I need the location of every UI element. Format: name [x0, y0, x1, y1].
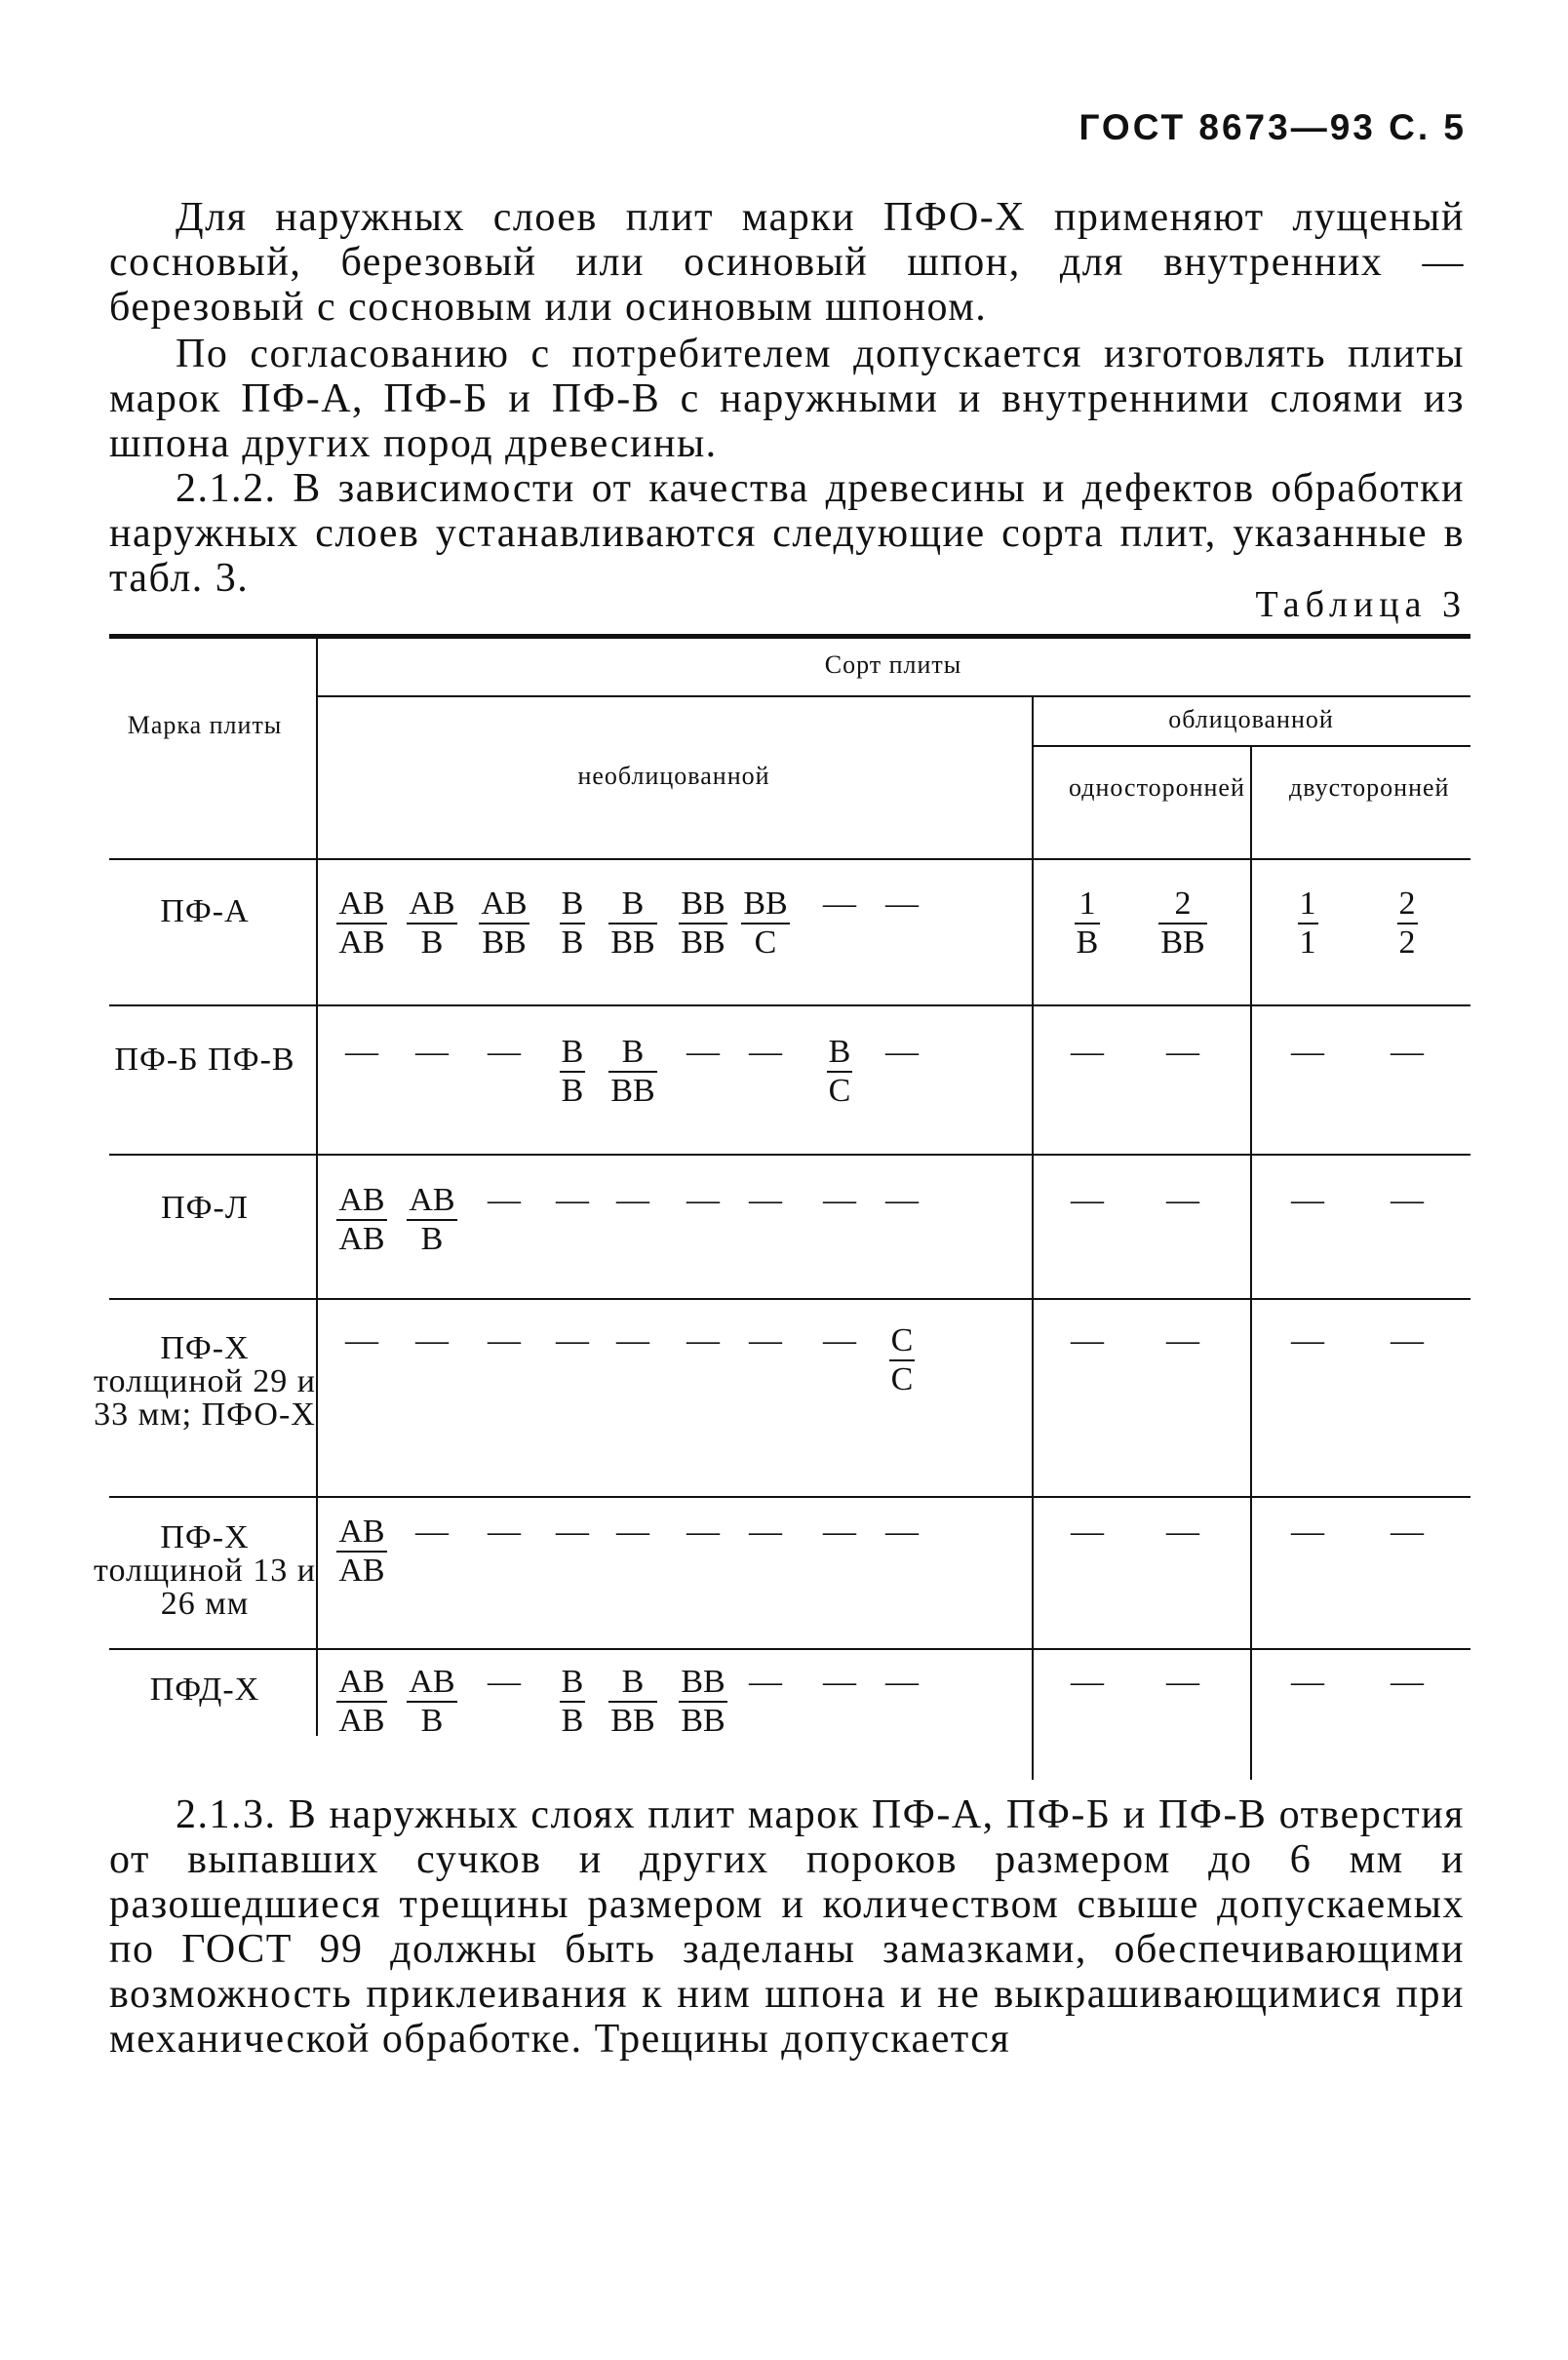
header-faced: облицованной — [1168, 705, 1334, 733]
table-caption: Таблица 3 — [1255, 584, 1467, 625]
grade-dash: — — [556, 1514, 589, 1550]
grade-fraction — [608, 1664, 656, 1740]
row-label: ПФ-А — [160, 893, 250, 929]
grade-denominator: С — [890, 1361, 914, 1397]
grade-fraction — [679, 885, 726, 962]
grade-dash: — — [1071, 1514, 1104, 1550]
grade-cell-unfaced — [868, 885, 936, 923]
grade-dash: — — [1071, 1182, 1104, 1218]
grade-numerator: 2 — [1398, 885, 1416, 922]
grade-dash: — — [749, 1034, 782, 1070]
grade-cell-unfaced — [538, 1182, 607, 1219]
grade-cell-two_side — [1274, 1514, 1342, 1551]
grade-fraction — [1397, 885, 1418, 962]
grade-dash: — — [415, 1514, 449, 1550]
grade-cell-unfaced — [328, 1322, 396, 1359]
header-unfaced: необлицованной — [577, 762, 770, 790]
grade-denominator: АВ — [338, 924, 385, 961]
header-bottom-rule — [109, 858, 1470, 860]
grade-dash: — — [415, 1322, 449, 1358]
grade-cell-two_side — [1373, 1664, 1441, 1701]
grade-numerator: В — [561, 1664, 584, 1700]
grade-fraction — [336, 1182, 386, 1258]
grade-cell-unfaced — [599, 1664, 667, 1740]
grade-cell-unfaced — [805, 1034, 874, 1110]
grade-denominator: В — [407, 1701, 456, 1740]
grade-fraction — [407, 1182, 456, 1258]
grade-dash: — — [885, 885, 919, 922]
grade-numerator: 1 — [1299, 885, 1316, 922]
grade-denominator: 2 — [1398, 924, 1416, 961]
grade-cell-unfaced — [398, 1034, 466, 1071]
grade-cell-two_side — [1274, 1034, 1342, 1071]
grade-cell-unfaced — [669, 1514, 737, 1551]
grade-cell-unfaced — [599, 1322, 667, 1359]
grade-denominator: 1 — [1299, 924, 1316, 961]
grade-dash: — — [1391, 1664, 1424, 1700]
header-mark: Марка плиты — [127, 711, 283, 739]
row-rule — [109, 1298, 1470, 1300]
row-rule — [109, 1004, 1470, 1006]
grade-fraction — [560, 885, 586, 962]
grade-cell-unfaced — [470, 1182, 538, 1219]
grade-cell-unfaced — [868, 1182, 936, 1219]
row-rule — [109, 1154, 1470, 1156]
grade-cell-one_side — [1149, 1182, 1217, 1219]
grade-cell-unfaced — [328, 1034, 396, 1071]
grade-dash: — — [823, 1182, 856, 1218]
grade-dash: — — [823, 885, 856, 922]
grade-denominator: В — [561, 1073, 584, 1109]
grade-dash: — — [686, 1034, 720, 1070]
grade-cell-unfaced — [470, 1034, 538, 1071]
grade-cell-two_side — [1274, 885, 1342, 962]
grade-cell-unfaced — [398, 1664, 466, 1740]
grade-numerator: ВВ — [743, 885, 788, 922]
grade-dash: — — [1391, 1182, 1424, 1218]
grade-dash: — — [616, 1182, 649, 1218]
header-rule-grade — [316, 695, 1470, 697]
grade-cell-two_side — [1373, 1322, 1441, 1359]
grade-denominator: ВВ — [610, 924, 655, 961]
grade-cell-unfaced — [669, 885, 737, 962]
grade-dash: — — [1391, 1514, 1424, 1550]
grade-cell-unfaced — [328, 1664, 396, 1740]
grade-dash: — — [1071, 1322, 1104, 1358]
grade-denominator: В — [1076, 924, 1099, 961]
grade-cell-unfaced — [538, 1322, 607, 1359]
grade-cell-unfaced — [805, 1514, 874, 1551]
grade-cell-unfaced — [805, 1664, 874, 1701]
grade-cell-unfaced — [470, 885, 538, 962]
row-label: ПФ-Х толщиной 29 и 33 мм; ПФО-Х — [94, 1330, 316, 1433]
grade-numerator: В — [621, 885, 645, 922]
grade-denominator: В — [561, 1703, 584, 1739]
grade-dash: — — [1391, 1322, 1424, 1358]
grade-numerator: АВ — [481, 885, 528, 922]
grade-cell-one_side — [1149, 1034, 1217, 1071]
grade-dash: — — [1166, 1034, 1199, 1070]
grade-numerator: 2 — [1174, 885, 1192, 922]
grade-dash: — — [1071, 1034, 1104, 1070]
grade-dash: — — [488, 1322, 521, 1358]
grade-dash: — — [616, 1514, 649, 1550]
grade-fraction — [336, 1514, 386, 1590]
row-label: ПФД-Х — [149, 1672, 260, 1708]
grade-cell-unfaced — [398, 1514, 466, 1551]
running-header: ГОСТ 8673—93 С. 5 — [1078, 107, 1467, 147]
grade-cell-unfaced — [328, 1514, 396, 1590]
grade-numerator: АВ — [338, 885, 385, 922]
grade-cell-one_side — [1053, 1322, 1121, 1359]
grade-fraction — [608, 885, 656, 962]
grade-fraction — [336, 885, 386, 962]
grade-denominator: ВВ — [610, 1703, 655, 1739]
grade-cell-two_side — [1274, 1322, 1342, 1359]
grade-dash: — — [1166, 1664, 1199, 1700]
grade-cell-unfaced — [538, 1034, 607, 1110]
row-rule — [109, 1496, 1470, 1498]
grade-dash: — — [686, 1182, 720, 1218]
grade-cell-unfaced — [868, 1664, 936, 1701]
grade-fraction — [479, 885, 529, 962]
grade-dash: — — [885, 1664, 919, 1700]
grade-fraction — [407, 885, 456, 962]
grade-cell-one_side — [1053, 1514, 1121, 1551]
grade-cell-unfaced — [669, 1322, 737, 1359]
grade-cell-one_side — [1053, 1034, 1121, 1071]
grade-cell-one_side — [1149, 1322, 1217, 1359]
grade-cell-two_side — [1373, 1182, 1441, 1219]
grade-cell-unfaced — [669, 1664, 737, 1740]
grade-fraction — [1075, 885, 1101, 962]
grade-fraction — [741, 885, 789, 962]
grade-dash: — — [686, 1322, 720, 1358]
grade-dash: — — [749, 1664, 782, 1700]
grade-cell-unfaced — [470, 1514, 538, 1551]
paragraph-outer-layers: Для наружных слоев плит марки ПФО-Х применяют лущеный сосновый, березовый или осиновый шпон, для внутренних — березовый с сосновым или осиновым шпоном. — [109, 195, 1465, 330]
column-rule-two-side — [1250, 745, 1252, 1780]
paragraph-2-1-2: 2.1.2. В зависимости от качества древесины и дефектов обработки наружных слоев устанавливаются следующие сорта плит, указанные в табл. 3. — [109, 466, 1465, 601]
header-two-side: двусторонней — [1289, 773, 1450, 802]
grade-cell-unfaced — [398, 885, 466, 962]
grade-cell-unfaced — [868, 1322, 936, 1398]
grade-fraction — [560, 1034, 586, 1110]
grade-numerator: АВ — [338, 1514, 385, 1550]
grade-dash: — — [1291, 1182, 1324, 1218]
grade-cell-unfaced — [599, 885, 667, 962]
grade-denominator: ВВ — [479, 923, 529, 962]
grade-dash: — — [345, 1034, 378, 1070]
grade-dash: — — [616, 1322, 649, 1358]
grade-cell-unfaced — [669, 1182, 737, 1219]
grade-numerator: АВ — [338, 1182, 385, 1218]
grade-numerator: В — [561, 885, 584, 922]
grade-denominator: В — [407, 1219, 456, 1258]
paragraph-agreement: По согласованию с потребителем допускается изготовлять плиты марок ПФ-А, ПФ-Б и ПФ-В с наружными и внутренними слоями из шпона других пород древесины. — [109, 332, 1465, 466]
grade-cell-unfaced — [398, 1322, 466, 1359]
grade-fraction — [889, 1322, 916, 1398]
row-label: ПФ-Х толщиной 13 и 26 мм — [94, 1519, 316, 1622]
grade-cell-unfaced — [805, 1182, 874, 1219]
grade-denominator: АВ — [338, 1553, 385, 1589]
grade-dash: — — [1291, 1664, 1324, 1700]
grade-cell-two_side — [1373, 1034, 1441, 1071]
header-one-side: односторонней — [1069, 773, 1245, 802]
grade-fraction — [336, 1664, 386, 1740]
grade-denominator: В — [561, 924, 584, 961]
grade-dash: — — [1166, 1514, 1199, 1550]
grade-cell-unfaced — [805, 885, 874, 923]
grade-numerator: АВ — [409, 1182, 455, 1218]
grade-dash: — — [885, 1514, 919, 1550]
grade-dash: — — [415, 1034, 449, 1070]
grade-cell-two_side — [1274, 1182, 1342, 1219]
grade-cell-unfaced — [599, 1182, 667, 1219]
paragraph-2-1-3: 2.1.3. В наружных слоях плит марок ПФ-А, ПФ-Б и ПФ-В отверстия от выпавших сучков и других пороков размером до 6 мм и разошедшиеся трещины размером и количеством свыше допускаемых по ГОСТ 99 должны быть заделаны замазками, обеспечивающими возможность приклеивания к ним шпона и не выкрашивающимися при механической обработке. Трещины допускается — [109, 1792, 1465, 2062]
grade-dash: — — [1291, 1514, 1324, 1550]
grade-cell-one_side — [1149, 1514, 1217, 1551]
grade-denominator: ВВ — [610, 1073, 655, 1109]
grade-dash: — — [488, 1664, 521, 1700]
grade-dash: — — [1166, 1182, 1199, 1218]
grade-denominator: С — [741, 923, 789, 962]
grade-dash: — — [1291, 1034, 1324, 1070]
grade-fraction — [1298, 885, 1318, 962]
grade-dash: — — [345, 1322, 378, 1358]
grade-cell-unfaced — [538, 885, 607, 962]
grade-cell-unfaced — [868, 1034, 936, 1071]
grade-denominator: ВВ — [681, 1703, 725, 1739]
grade-cell-two_side — [1373, 885, 1441, 962]
grade-cell-unfaced — [731, 1034, 800, 1071]
grade-cell-one_side — [1053, 1664, 1121, 1701]
grade-denominator: С — [828, 1073, 851, 1109]
grade-dash: — — [885, 1182, 919, 1218]
grade-denominator: АВ — [338, 1221, 385, 1257]
header-grade: Сорт плиты — [824, 650, 962, 679]
grade-numerator: С — [890, 1322, 914, 1358]
grade-cell-unfaced — [731, 1664, 800, 1701]
grade-cell-unfaced — [731, 1514, 800, 1551]
grade-cell-one_side — [1053, 885, 1121, 962]
grade-numerator: АВ — [409, 885, 455, 922]
grade-fraction — [560, 1664, 586, 1740]
grade-dash: — — [1391, 1034, 1424, 1070]
grade-dash: — — [556, 1182, 589, 1218]
grade-cell-two_side — [1274, 1664, 1342, 1701]
grade-cell-unfaced — [538, 1514, 607, 1551]
row-label: ПФ-Б ПФ-В — [114, 1042, 295, 1078]
grade-dash: — — [1291, 1322, 1324, 1358]
row-label: ПФ-Л — [161, 1190, 249, 1226]
grade-cell-unfaced — [470, 1322, 538, 1359]
column-rule-mark — [316, 637, 318, 1736]
grade-cell-two_side — [1373, 1514, 1441, 1551]
grade-fraction — [1158, 885, 1206, 962]
grade-fraction — [608, 1034, 656, 1110]
grade-dash: — — [749, 1514, 782, 1550]
grade-numerator: АВ — [338, 1664, 385, 1700]
grade-fraction — [407, 1664, 456, 1740]
grade-numerator: В — [561, 1034, 584, 1070]
grade-cell-one_side — [1053, 1182, 1121, 1219]
grade-numerator: ВВ — [681, 885, 725, 922]
grade-dash: — — [556, 1322, 589, 1358]
grade-cell-one_side — [1149, 885, 1217, 962]
grade-denominator: ВВ — [681, 924, 725, 961]
row-rule — [109, 1648, 1470, 1650]
grade-fraction — [827, 1034, 853, 1110]
grade-cell-one_side — [1149, 1664, 1217, 1701]
grade-cell-unfaced — [805, 1322, 874, 1359]
grade-denominator: ВВ — [1160, 924, 1205, 961]
grade-cell-unfaced — [731, 1322, 800, 1359]
grade-cell-unfaced — [398, 1182, 466, 1258]
grade-numerator: В — [621, 1664, 645, 1700]
column-rule-faced — [1032, 695, 1034, 1780]
grade-numerator: В — [621, 1034, 645, 1070]
grade-fraction — [679, 1664, 726, 1740]
grade-numerator: 1 — [1078, 885, 1096, 922]
grade-cell-unfaced — [731, 1182, 800, 1219]
grade-dash: — — [749, 1182, 782, 1218]
grade-numerator: В — [828, 1034, 851, 1070]
grade-dash: — — [488, 1034, 521, 1070]
grade-denominator: В — [407, 923, 456, 962]
grade-dash: — — [823, 1514, 856, 1550]
grade-numerator: ВВ — [681, 1664, 725, 1700]
grade-dash: — — [885, 1034, 919, 1070]
grade-cell-unfaced — [669, 1034, 737, 1071]
grade-cell-unfaced — [868, 1514, 936, 1551]
grade-dash: — — [1071, 1664, 1104, 1700]
grade-cell-unfaced — [599, 1034, 667, 1110]
grade-dash: — — [488, 1182, 521, 1218]
grade-dash: — — [823, 1322, 856, 1358]
grade-denominator: АВ — [338, 1703, 385, 1739]
grade-cell-unfaced — [731, 885, 800, 962]
grade-cell-unfaced — [328, 885, 396, 962]
grade-cell-unfaced — [328, 1182, 396, 1258]
grade-dash: — — [488, 1514, 521, 1550]
table-top-rule — [109, 634, 1470, 639]
grade-dash: — — [1166, 1322, 1199, 1358]
grade-cell-unfaced — [599, 1514, 667, 1551]
grade-cell-unfaced — [470, 1664, 538, 1701]
grade-dash: — — [686, 1514, 720, 1550]
grade-numerator: АВ — [409, 1664, 455, 1700]
grade-cell-unfaced — [538, 1664, 607, 1740]
grade-dash: — — [823, 1664, 856, 1700]
grade-dash: — — [749, 1322, 782, 1358]
